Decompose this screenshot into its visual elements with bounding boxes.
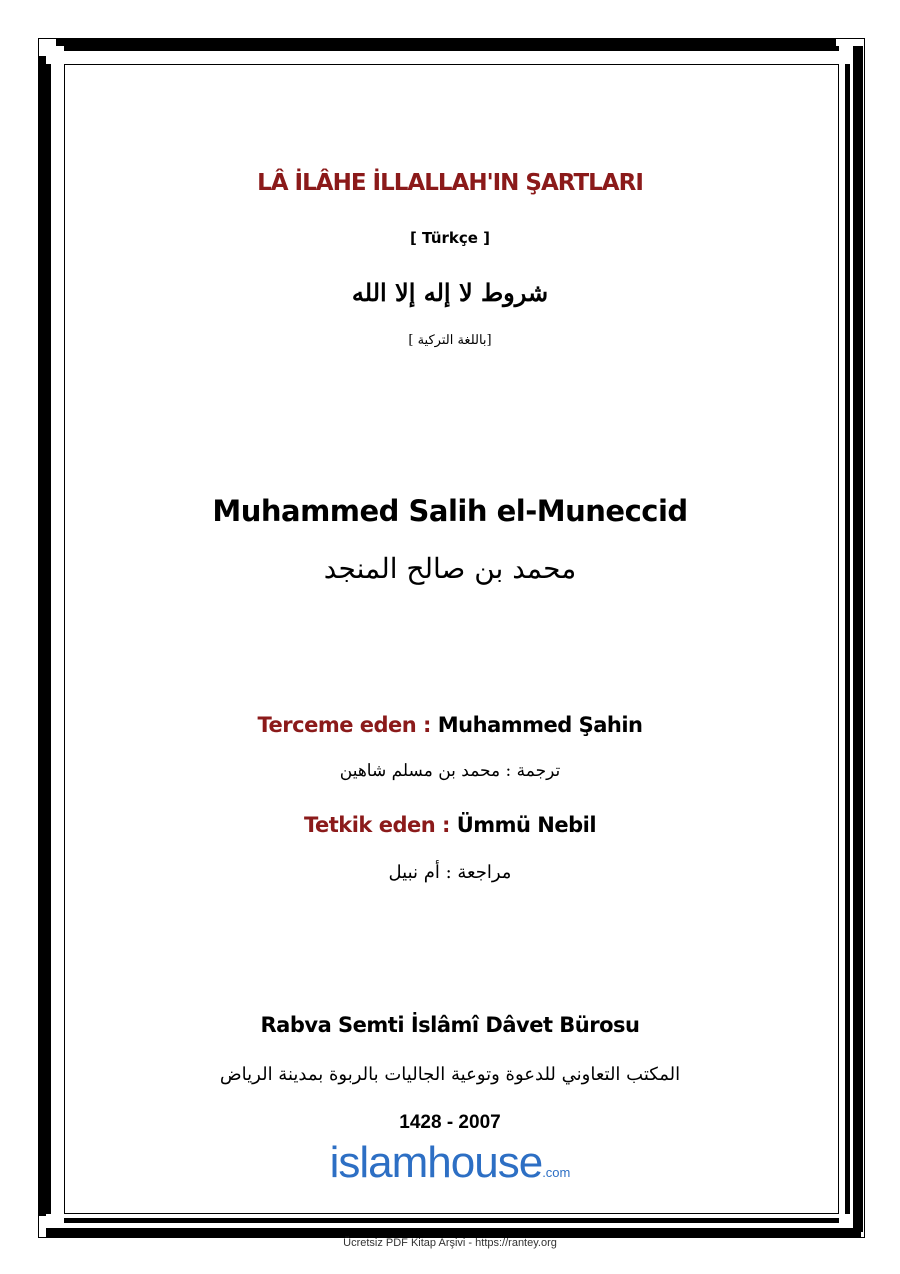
translator-line xyxy=(0,713,900,737)
frame-bar-top xyxy=(56,38,836,46)
arabic-language-tag: [باللغة التركية ] xyxy=(408,333,492,348)
arabic-reviewer-line: مراجعة : أم نبيل xyxy=(388,862,512,883)
footer-source: Ücretsiz PDF Kitap Arşivi - https://rantey.org xyxy=(343,1237,557,1249)
reviewer-name: Ümmü Nebil xyxy=(456,813,597,837)
frame-bar-bottom-inner xyxy=(64,1218,839,1223)
frame-bar-bottom xyxy=(46,1228,861,1237)
reviewer-label: Tetkik eden : xyxy=(303,813,450,837)
document-title: LÂ İLÂHE İLLALLAH'IN ŞARTLARI xyxy=(257,170,643,196)
islamhouse-logo[interactable] xyxy=(0,1138,900,1188)
arabic-title: شروط لا إله إلا الله xyxy=(351,278,549,307)
translator-label: Terceme eden : xyxy=(257,713,431,737)
publisher-name: Rabva Semti İslâmî Dâvet Bürosu xyxy=(260,1013,640,1037)
arabic-author-name: محمد بن صالح المنجد xyxy=(323,552,577,585)
frame-bar-right xyxy=(853,46,863,1232)
reviewer-line xyxy=(0,813,900,837)
logo-wordmark: islamhouse xyxy=(329,1138,543,1187)
arabic-publisher-name: المكتب التعاوني للدعوة وتوعية الجاليات بالربوة بمدينة الرياض xyxy=(219,1064,681,1085)
frame-bar-top-inner xyxy=(64,46,839,51)
language-tag: [ Türkçe ] xyxy=(409,229,491,247)
logo-suffix: .com xyxy=(542,1165,571,1180)
publication-years: 1428 - 2007 xyxy=(399,1112,501,1133)
translator-name: Muhammed Şahin xyxy=(437,713,643,737)
author-name: Muhammed Salih el-Muneccid xyxy=(212,494,688,528)
arabic-translator-line: ترجمة : محمد بن مسلم شاهين xyxy=(339,761,561,781)
